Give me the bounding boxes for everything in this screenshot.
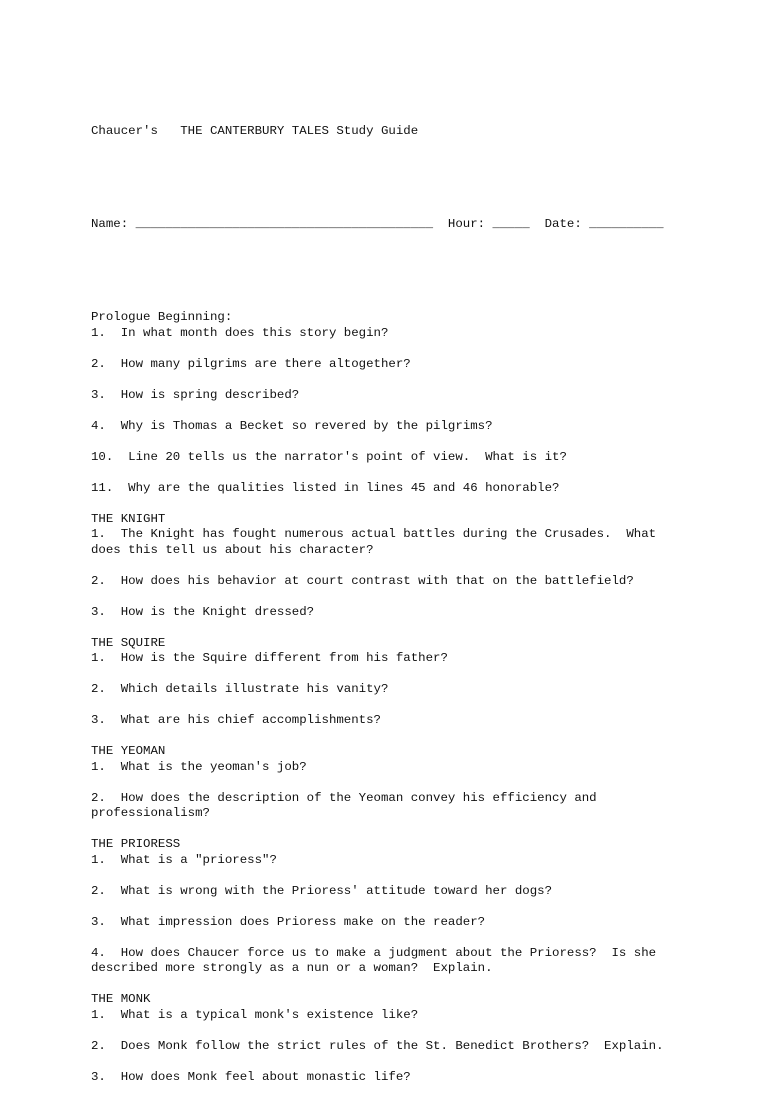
question [91, 450, 731, 466]
question [91, 1070, 731, 1086]
section-heading: Prologue Beginning: [91, 310, 233, 324]
question [91, 791, 731, 822]
question-text: professionalism? [91, 806, 210, 820]
section [91, 636, 731, 745]
question [91, 388, 731, 404]
question [91, 1039, 731, 1055]
question-text: 1. In what month does this story begin? [91, 325, 389, 340]
section [91, 837, 731, 992]
question [91, 651, 731, 667]
question [91, 946, 731, 977]
question-text: 1. What is a "prioress"? [91, 852, 277, 867]
question-text: 4. Why is Thomas a Becket so revered by the pilgrims? [91, 418, 493, 433]
section [91, 744, 731, 837]
section [91, 512, 731, 636]
question-text: 1. What is a typical monk's existence like? [91, 1007, 419, 1022]
question-text: 4. How does Chaucer force us to make a judgment about the Prioress? Is she [91, 945, 657, 960]
question-text: 10. Line 20 tells us the narrator's point of view. What is it? [91, 449, 567, 464]
question-text: 1. What is the yeoman's job? [91, 759, 307, 774]
question-text: 3. What are his chief accomplishments? [91, 713, 381, 727]
study-guide-page [91, 93, 731, 1101]
question [91, 481, 731, 497]
question-sections [91, 310, 731, 1085]
section [91, 310, 731, 512]
section-heading: THE PRIORESS [91, 837, 181, 851]
question [91, 357, 731, 373]
question-text: described more strongly as a nun or a woman? Explain. [91, 961, 493, 975]
question [91, 574, 731, 590]
question-text: 1. How is the Squire different from his father? [91, 651, 448, 665]
question [91, 682, 731, 698]
question-text: 3. What impression does Prioress make on the reader? [91, 914, 486, 929]
question [91, 419, 731, 435]
question-text: 2. Which details illustrate his vanity? [91, 682, 389, 696]
question [91, 527, 731, 558]
question [91, 915, 731, 931]
question-text: 3. How is the Knight dressed? [91, 604, 315, 619]
question-text: 2. How many pilgrims are there altogether? [91, 356, 411, 371]
question [91, 605, 731, 621]
question [91, 853, 731, 869]
question-text: 11. Why are the qualities listed in lines 45 and 46 honorable? [91, 480, 560, 495]
name-hour-date-line: Name: ________________________________________ Hour: _____ Date: __________ [91, 217, 664, 231]
section-heading: THE MONK [91, 992, 151, 1006]
question-text: 3. How does Monk feel about monastic life? [91, 1069, 411, 1084]
question [91, 713, 731, 729]
section-heading: THE KNIGHT [91, 511, 166, 526]
question-text: does this tell us about his character? [91, 542, 374, 557]
question [91, 326, 731, 342]
section-heading: THE SQUIRE [91, 635, 166, 650]
question-text: 3. How is spring described? [91, 387, 300, 402]
question [91, 1008, 731, 1024]
document-title: Chaucer's THE CANTERBURY TALES Study Guide [91, 124, 419, 138]
section [91, 992, 731, 1085]
question-text: 2. What is wrong with the Prioress' attitude toward her dogs? [91, 883, 553, 898]
section-heading: THE YEOMAN [91, 744, 166, 758]
question-text: 2. How does the description of the Yeoman convey his efficiency and [91, 790, 597, 805]
question-text: 2. How does his behavior at court contrast with that on the battlefield? [91, 573, 634, 588]
question-text: 2. Does Monk follow the strict rules of the St. Benedict Brothers? Explain. [91, 1038, 664, 1053]
question [91, 760, 731, 776]
question [91, 884, 731, 900]
question-text: 1. The Knight has fought numerous actual battles during the Crusades. What [91, 527, 657, 541]
